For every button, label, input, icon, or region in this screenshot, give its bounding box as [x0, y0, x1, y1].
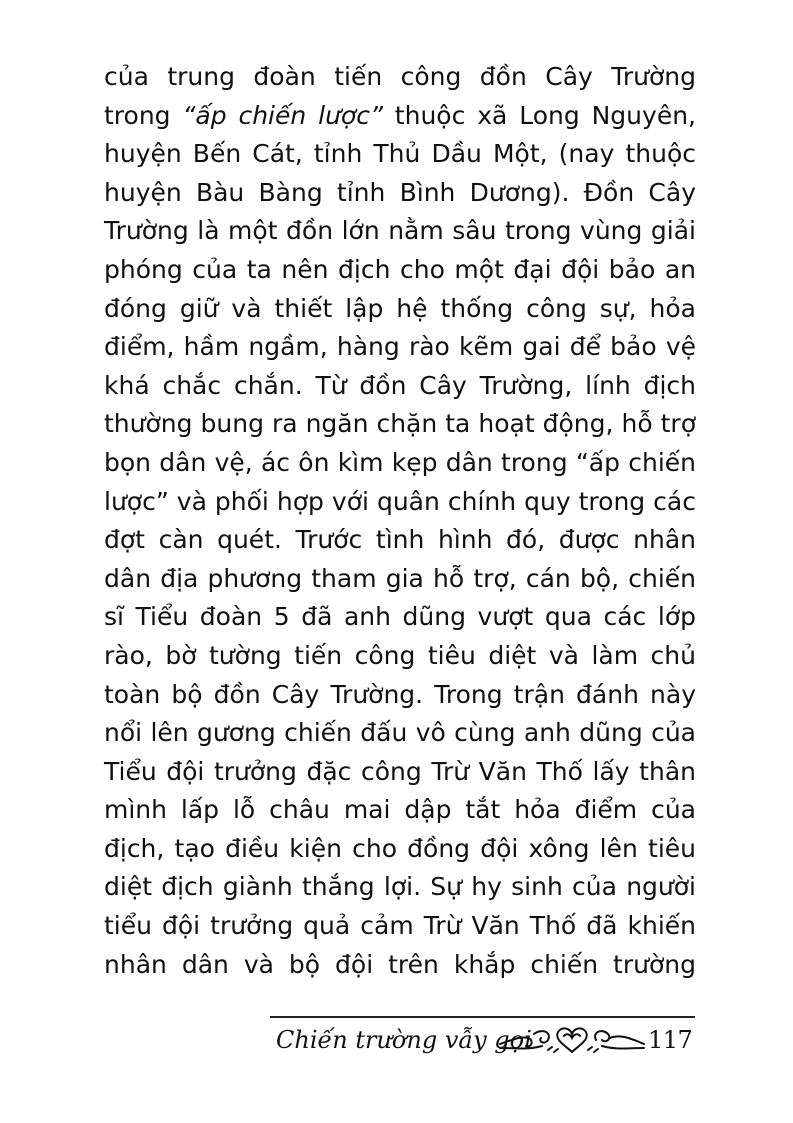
- body-text: [104, 58, 696, 984]
- text-line-19: Tiểu đội trưởng đặc công Trừ Văn Thố lấy thân: [104, 756, 696, 786]
- text-line-14: dân địa phương tham gia hỗ trợ, cán bộ, chiến: [104, 563, 696, 593]
- text-line-10: thường bung ra ngăn chặn ta hoạt động, hỗ trợ: [104, 409, 696, 439]
- text-line-7: đóng giữ và thiết lập hệ thống công sự, hỏa: [104, 293, 696, 323]
- text-line-9: khá chắc chắn. Từ đồn Cây Trường, lính địch: [104, 370, 696, 400]
- text-line-22: diệt địch giành thắng lợi. Sự hy sinh của người: [104, 872, 696, 902]
- text-line-21: địch, tạo điều kiện cho đồng đội xông lên tiêu: [104, 833, 696, 863]
- page-footer: [270, 1016, 695, 1060]
- text-line-12: lược” và phối hợp với quân chính quy trong các: [104, 486, 696, 516]
- text-line-2-rest: thuộc xã Long Nguyên,: [394, 100, 696, 130]
- text-line-2-prefix: trong: [104, 100, 171, 130]
- text-line-5: Trường là một đồn lớn nằm sâu trong vùng giải: [104, 216, 696, 246]
- text-line-24: nhân dân và bộ đội trên khắp chiến trường: [104, 949, 696, 979]
- text-line-16: rào, bờ tường tiến công tiêu diệt và làm chủ: [104, 640, 696, 670]
- text-line-6: phóng của ta nên địch cho một đại đội bảo an: [104, 254, 696, 284]
- page-number: 117: [648, 1026, 693, 1054]
- swirl-heart-ornament-icon: [498, 1022, 646, 1056]
- text-line-18: nổi lên gương chiến đấu vô cùng anh dũng của: [104, 718, 696, 748]
- text-line-15: sĩ Tiểu đoàn 5 đã anh dũng vượt qua các lớp: [104, 602, 696, 632]
- text-line-2: [104, 97, 696, 136]
- footer-rule: [270, 1016, 695, 1018]
- text-line-13: đợt càn quét. Trước tình hình đó, được nhân: [104, 525, 696, 555]
- text-line-3: huyện Bến Cát, tỉnh Thủ Dầu Một, (nay thuộc: [104, 139, 696, 169]
- running-title: Chiến trường vẫy gọi: [276, 1026, 532, 1054]
- text-line-8: điểm, hầm ngầm, hàng rào kẽm gai để bảo vệ: [104, 332, 696, 362]
- text-line-20: mình lấp lỗ châu mai dập tắt hỏa điểm của: [104, 795, 696, 825]
- italic-phrase: “ấp chiến lược”: [182, 100, 383, 130]
- text-line-4: huyện Bàu Bàng tỉnh Bình Dương). Đồn Cây: [104, 177, 696, 207]
- text-line-1: của trung đoàn tiến công đồn Cây Trường: [104, 62, 696, 91]
- text-line-11: bọn dân vệ, ác ôn kìm kẹp dân trong “ấp chiến: [104, 447, 696, 477]
- text-line-23: tiểu đội trưởng quả cảm Trừ Văn Thố đã khiến: [104, 911, 696, 941]
- text-line-17: toàn bộ đồn Cây Trường. Trong trận đánh này: [104, 679, 696, 709]
